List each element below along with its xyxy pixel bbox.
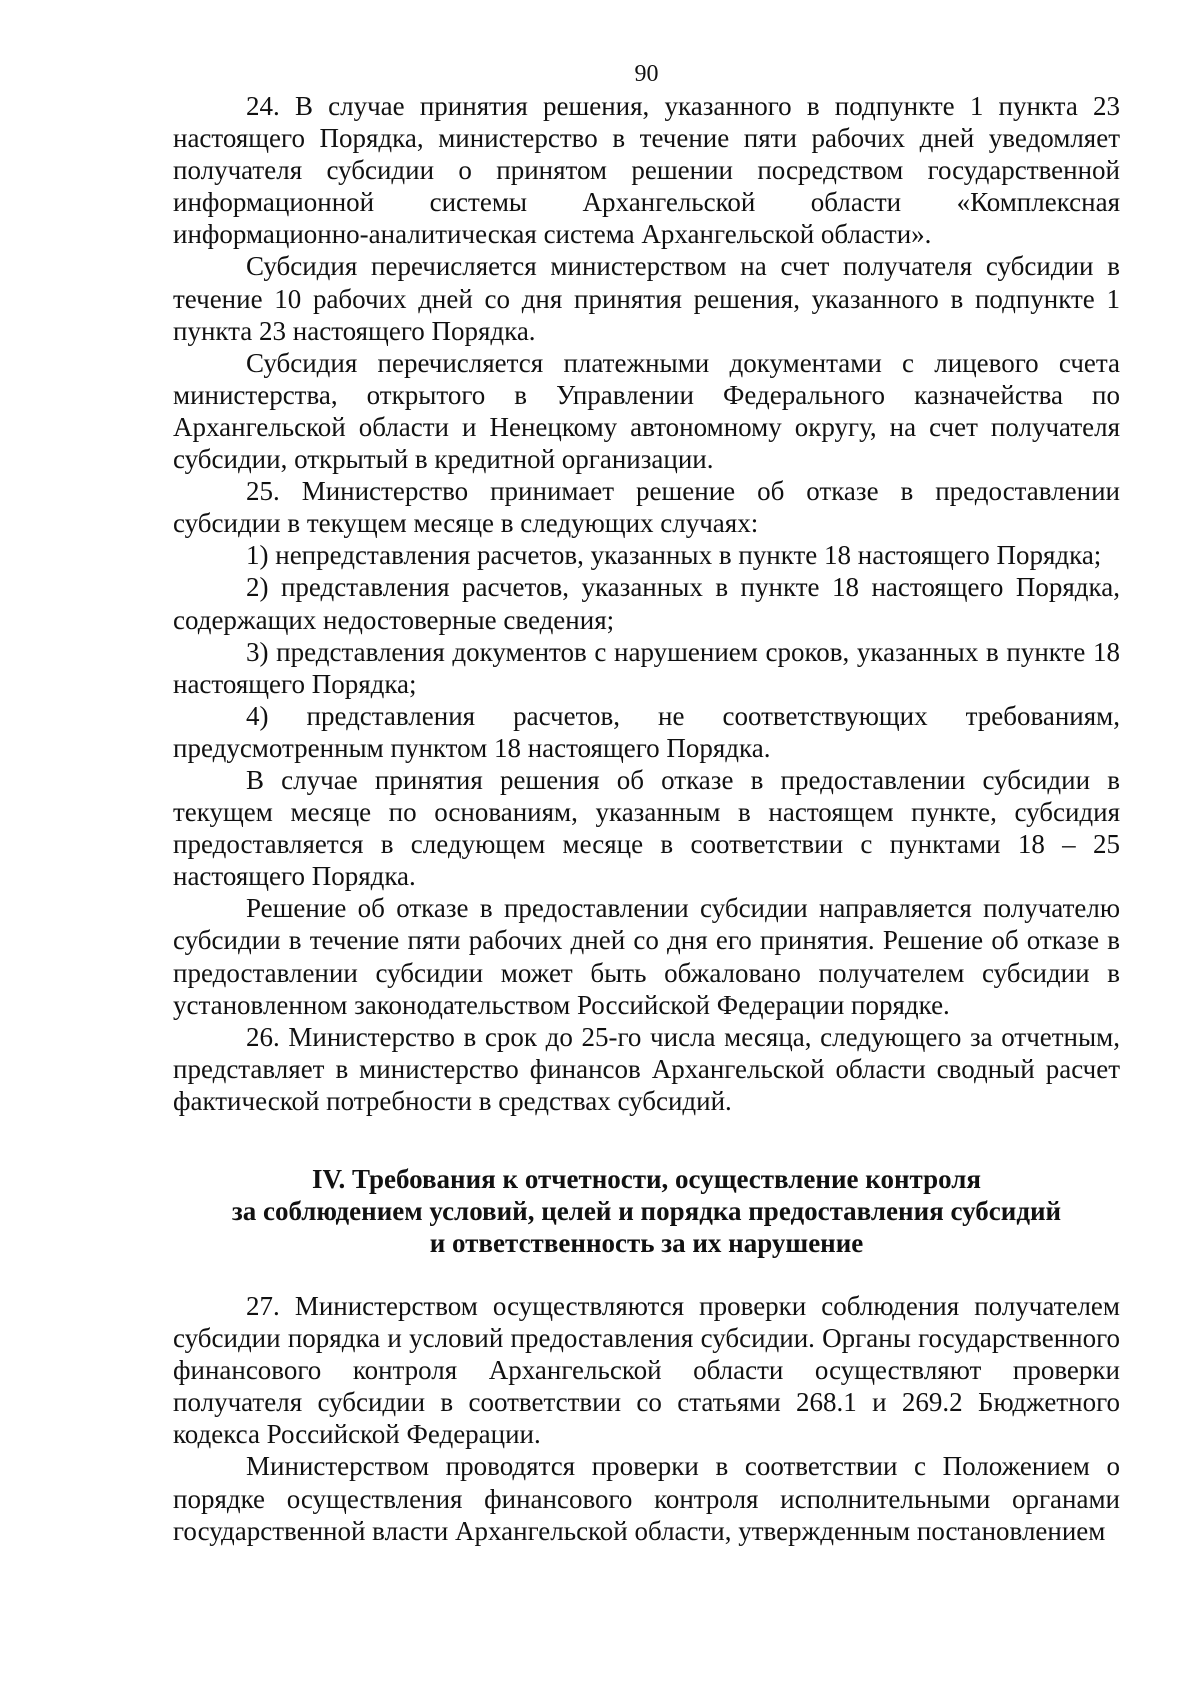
section-heading	[173, 1163, 1120, 1259]
paragraph-subsidy-transfer-account: Субсидия перечисляется платежными документами с лицевого счета министерства, открытого в Управлении Федерального казначейства по Архангельской области и Ненецкому автономному округу, на счет получателя субсидии, открытый в кредитной организации.	[173, 347, 1120, 475]
paragraph-26: 26. Министерство в срок до 25-го числа месяца, следующего за отчетным, представляет в министерство финансов Архангельской области сводный расчет фактической потребности в средствах субсидий.	[173, 1021, 1120, 1116]
list-item-4: 4) представления расчетов, не соответствующих требованиям, предусмотренным пунктом 18 настоящего Порядка.	[173, 700, 1120, 763]
paragraph-refusal-appeal: Решение об отказе в предоставлении субсидии направляется получателю субсидии в течение пяти рабочих дней со дня его принятия. Решение об отказе в предоставлении субсидии может быть обжаловано получателем субсидии в установленном законодательством Российской Федерации порядке.	[173, 893, 1120, 1020]
heading-line-3: и ответственность за их нарушение	[429, 1228, 864, 1258]
section-control	[173, 1290, 1120, 1547]
paragraph-inspections-regulation: Министерством проводятся проверки в соответствии с Положением о порядке осуществления финансового контроля исполнительными органами государственной власти Архангельской области, утвержденным постановлением	[173, 1451, 1120, 1546]
list-item-2: 2) представления расчетов, указанных в пункте 18 настоящего Порядка, содержащих недостоверные сведения;	[173, 572, 1120, 635]
heading-line-2: за соблюдением условий, целей и порядка предоставления субсидий	[231, 1196, 1062, 1226]
page-number: 90	[634, 61, 659, 87]
list-item-1: 1) непредставления расчетов, указанных в пункте 18 настоящего Порядка;	[246, 540, 1102, 571]
paragraph-25: 25. Министерство принимает решение об отказе в предоставлении субсидии в текущем месяце в следующих случаях:	[173, 476, 1120, 539]
section-payment-and-refusal	[173, 90, 1120, 1117]
document-page	[173, 58, 1120, 1547]
list-item-3: 3) представления документов с нарушением сроков, указанных в пункте 18 настоящего Порядка;	[173, 636, 1120, 699]
paragraph-27: 27. Министерством осуществляются проверки соблюдения получателем субсидии порядка и условий предоставления субсидии. Органы государственного финансового контроля Архангельской области осуществляют проверки получателя субсидии в соответствии со статьями 268.1 и 269.2 Бюджетного кодекса Российской Федерации.	[173, 1291, 1120, 1450]
paragraph-refusal-next-month: В случае принятия решения об отказе в предоставлении субсидии в текущем месяце по основаниям, указанным в настоящем пункте, субсидия предоставляется в следующем месяце в соответствии с пунктами 18 – 25 настоящего Порядка.	[173, 764, 1120, 892]
paragraph-24: 24. В случае принятия решения, указанного в подпункте 1 пункта 23 настоящего Порядка, министерство в течение пяти рабочих дней уведомляет получателя субсидии о принятом решении посредством государственной информационной системы Архангельской области «Комплексная информационно-аналитическая система Архангельской области».	[173, 91, 1120, 250]
paragraph-subsidy-transfer-term: Субсидия перечисляется министерством на счет получателя субсидии в течение 10 рабочих дней со дня принятия решения, указанного в подпункте 1 пункта 23 настоящего Порядка.	[173, 251, 1120, 346]
heading-line-1: IV. Требования к отчетности, осуществление контроля	[311, 1164, 982, 1194]
